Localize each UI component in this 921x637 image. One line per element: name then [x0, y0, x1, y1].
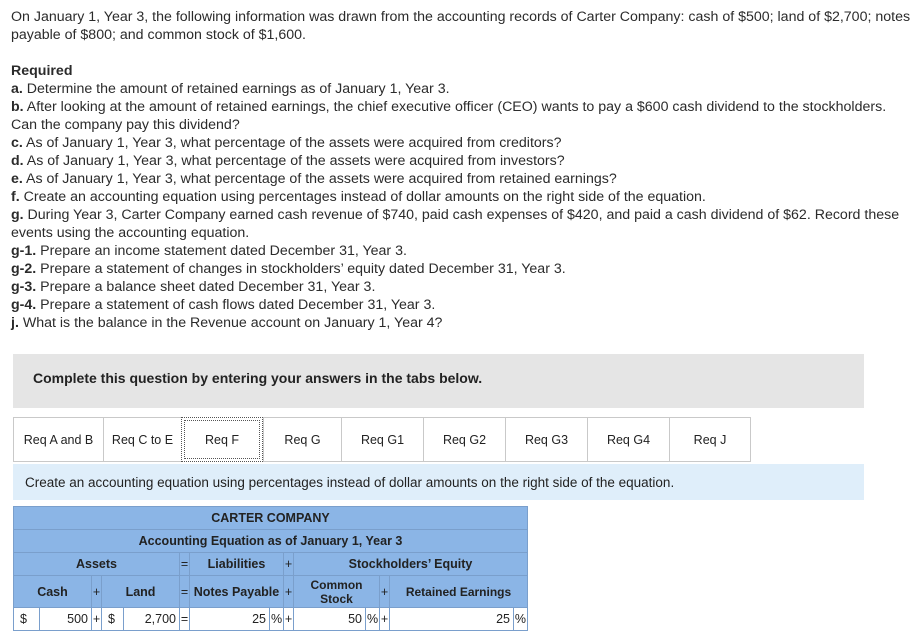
problem-text — [11, 8, 916, 332]
requirement-text: Prepare a balance sheet dated December 31, Year 3. — [36, 279, 376, 295]
accounting-equation-table — [13, 506, 528, 631]
requirement-item — [11, 206, 916, 242]
requirement-text: Prepare a statement of cash flows dated December 31, Year 3. — [36, 297, 436, 313]
tab-req-g2[interactable]: Req G2 — [423, 417, 505, 462]
cash-currency: $ — [14, 608, 40, 631]
cash-input[interactable]: 500 — [40, 608, 92, 631]
requirement-item — [11, 260, 916, 278]
tab-req-g1[interactable]: Req G1 — [341, 417, 423, 462]
company-name: CARTER COMPANY — [14, 507, 528, 530]
retained-earnings-header: Retained Earnings — [390, 576, 528, 608]
requirement-label: c. — [11, 135, 23, 151]
requirement-label: a. — [11, 81, 23, 97]
common-stock-input[interactable]: 50 — [294, 608, 366, 631]
retained-earnings-input[interactable]: 25 — [390, 608, 514, 631]
plus-sign: + — [92, 608, 102, 631]
tab-req-a-and-b[interactable]: Req A and B — [13, 417, 103, 462]
tab-req-f[interactable]: Req F — [181, 417, 263, 462]
percent-sign: % — [513, 608, 527, 631]
tab-bar — [13, 417, 751, 462]
equation-title: Accounting Equation as of January 1, Year 3 — [14, 530, 528, 553]
requirement-label: g-2. — [11, 261, 37, 277]
requirement-text: Create an accounting equation using percentages instead of dollar amounts on the right side of the equation. — [19, 189, 706, 205]
requirement-label: j. — [11, 315, 19, 331]
requirement-text: During Year 3, Carter Company earned cash revenue of $740, paid cash expenses of $420, and paid a cash dividend of $62. Record these events using the accounting equation. — [11, 207, 900, 241]
requirement-text: Determine the amount of retained earnings as of January 1, Year 3. — [22, 81, 450, 97]
requirement-label: f. — [11, 189, 20, 205]
requirement-text: As of January 1, Year 3, what percentage of the assets were acquired from investors? — [23, 153, 565, 169]
requirement-item — [11, 152, 916, 170]
requirement-label: g. — [11, 207, 24, 223]
instruction-banner — [13, 354, 864, 408]
plus-sign: + — [284, 553, 294, 576]
plus-sign: + — [380, 608, 390, 631]
equals-sign: = — [180, 553, 190, 576]
requirement-text: As of January 1, Year 3, what percentage of the assets were acquired from retained earnings? — [22, 171, 617, 187]
liabilities-header: Liabilities — [190, 553, 284, 576]
equals-sign: = — [180, 608, 190, 631]
notes-payable-input[interactable]: 25 — [190, 608, 270, 631]
percent-sign: % — [270, 608, 284, 631]
assets-header: Assets — [14, 553, 180, 576]
requirement-text: After looking at the amount of retained earnings, the chief executive officer (CEO) wants to pay a $600 cash dividend to the stockholders. Can the company pay this dividend? — [11, 99, 887, 133]
requirement-item — [11, 242, 916, 260]
requirement-item — [11, 80, 916, 98]
tab-req-g[interactable]: Req G — [263, 417, 341, 462]
requirement-text: Prepare a statement of changes in stockholders’ equity dated December 31, Year 3. — [36, 261, 566, 277]
requirement-label: d. — [11, 153, 24, 169]
requirement-label: e. — [11, 171, 23, 187]
common-stock-header: Common Stock — [294, 576, 380, 608]
plus-sign: + — [380, 576, 390, 608]
problem-intro: On January 1, Year 3, the following information was drawn from the accounting records of Carter Company: cash of $500; land of $2,700; notes payable of $800; and common stock of $1,600. — [11, 9, 911, 43]
required-heading: Required — [11, 63, 73, 79]
instruction-text: Complete this question by entering your answers in the tabs below. — [33, 370, 483, 386]
requirement-text: Prepare an income statement dated December 31, Year 3. — [36, 243, 407, 259]
requirement-label: g-3. — [11, 279, 37, 295]
equals-sign: = — [180, 576, 190, 608]
requirement-item — [11, 170, 916, 188]
plus-sign: + — [284, 576, 294, 608]
requirement-item — [11, 278, 916, 296]
land-currency: $ — [102, 608, 124, 631]
requirement-label: b. — [11, 99, 24, 115]
requirement-label: g-4. — [11, 297, 37, 313]
percent-sign: % — [366, 608, 380, 631]
plus-sign: + — [284, 608, 294, 631]
tab-req-c-to-e[interactable]: Req C to E — [103, 417, 181, 462]
requirement-item — [11, 188, 916, 206]
requirement-text: What is the balance in the Revenue account on January 1, Year 4? — [18, 315, 443, 331]
requirement-label: g-1. — [11, 243, 37, 259]
tab-panel-instructions: Create an accounting equation using percentages instead of dollar amounts on the right side of the equation. — [13, 464, 864, 500]
requirement-item — [11, 296, 916, 314]
tab-req-g3[interactable]: Req G3 — [505, 417, 587, 462]
tab-req-j[interactable]: Req J — [669, 417, 751, 462]
requirement-item — [11, 98, 916, 134]
tab-req-g4[interactable]: Req G4 — [587, 417, 669, 462]
requirement-item — [11, 134, 916, 152]
land-input[interactable]: 2,700 — [124, 608, 180, 631]
equity-header: Stockholders’ Equity — [294, 553, 528, 576]
requirement-item — [11, 314, 916, 332]
cash-header: Cash — [14, 576, 92, 608]
plus-sign: + — [92, 576, 102, 608]
requirement-text: As of January 1, Year 3, what percentage of the assets were acquired from creditors? — [22, 135, 562, 151]
land-header: Land — [102, 576, 180, 608]
notes-payable-header: Notes Payable — [190, 576, 284, 608]
